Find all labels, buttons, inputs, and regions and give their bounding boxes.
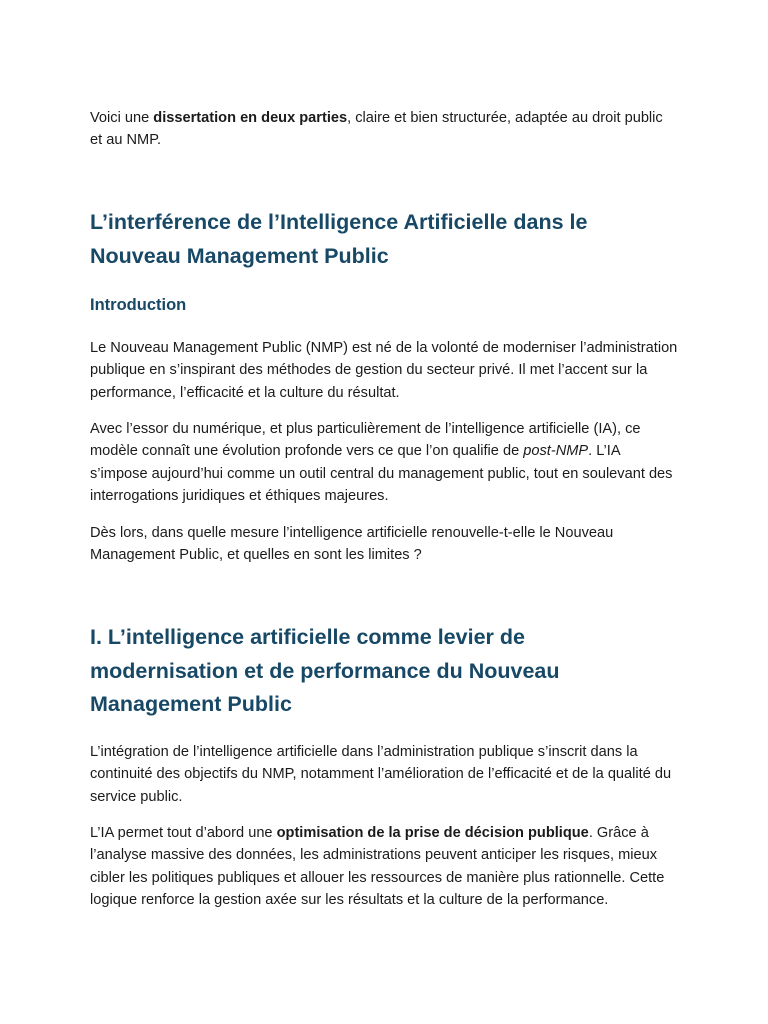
part-1-p2-start: L’IA permet tout d’abord une	[90, 825, 277, 841]
part-1-paragraph-2	[90, 822, 678, 911]
intro-text-bold: dissertation en deux parties	[153, 110, 348, 126]
intro-paragraph	[90, 107, 678, 152]
intro-text-end: , claire et bien structurée, adaptée au droit public et au NMP.	[90, 110, 663, 149]
part-1-p2-bold: optimisation de la prise de décision publique	[276, 825, 589, 841]
document-title: L’interférence de l’Intelligence Artificielle dans le Nouveau Management Public	[90, 210, 588, 268]
part-1-heading: I. L’intelligence artificielle comme levier de modernisation et de performance du Nouveau Management Public	[90, 625, 560, 716]
part-1-p2-end: . Grâce à l’analyse massive des données, les administrations peuvent anticiper les risques, mieux cibler les politiques publiques et allouer les ressources de manière plus rationnelle. Cette logique renforce la gestion axée sur les résultats et la culture de la performance.	[90, 825, 665, 908]
introduction-p2-end: . L’IA s’impose aujourd’hui comme un outil central du management public, tout en soulevant des interrogations juridiques et éthiques majeures.	[90, 443, 673, 504]
introduction-paragraph-2	[90, 418, 678, 507]
part-1-paragraph-1: L’intégration de l’intelligence artificielle dans l’administration publique s’inscrit dans la continuité des objectifs du NMP, notamment l’amélioration de l’efficacité et de la qualité du service public.	[90, 744, 672, 805]
introduction-paragraph-3: Dès lors, dans quelle mesure l’intelligence artificielle renouvelle-t-elle le Nouveau Management Public, et quelles en sont les limites ?	[90, 525, 614, 564]
introduction-heading: Introduction	[90, 296, 187, 314]
introduction-p2-italic: post-NMP	[523, 443, 589, 460]
introduction-p2-start: Avec l’essor du numérique, et plus particulièrement de l’intelligence artificielle (IA), ce modèle connaît une évolution profonde vers ce que l’on qualifie de	[90, 421, 641, 460]
introduction-paragraph-1: Le Nouveau Management Public (NMP) est né de la volonté de moderniser l’administration publique en s’inspirant des méthodes de gestion du secteur privé. Il met l’accent sur la performance, l’efficacité et la culture du résultat.	[90, 340, 678, 401]
intro-text-start: Voici une	[90, 110, 154, 126]
